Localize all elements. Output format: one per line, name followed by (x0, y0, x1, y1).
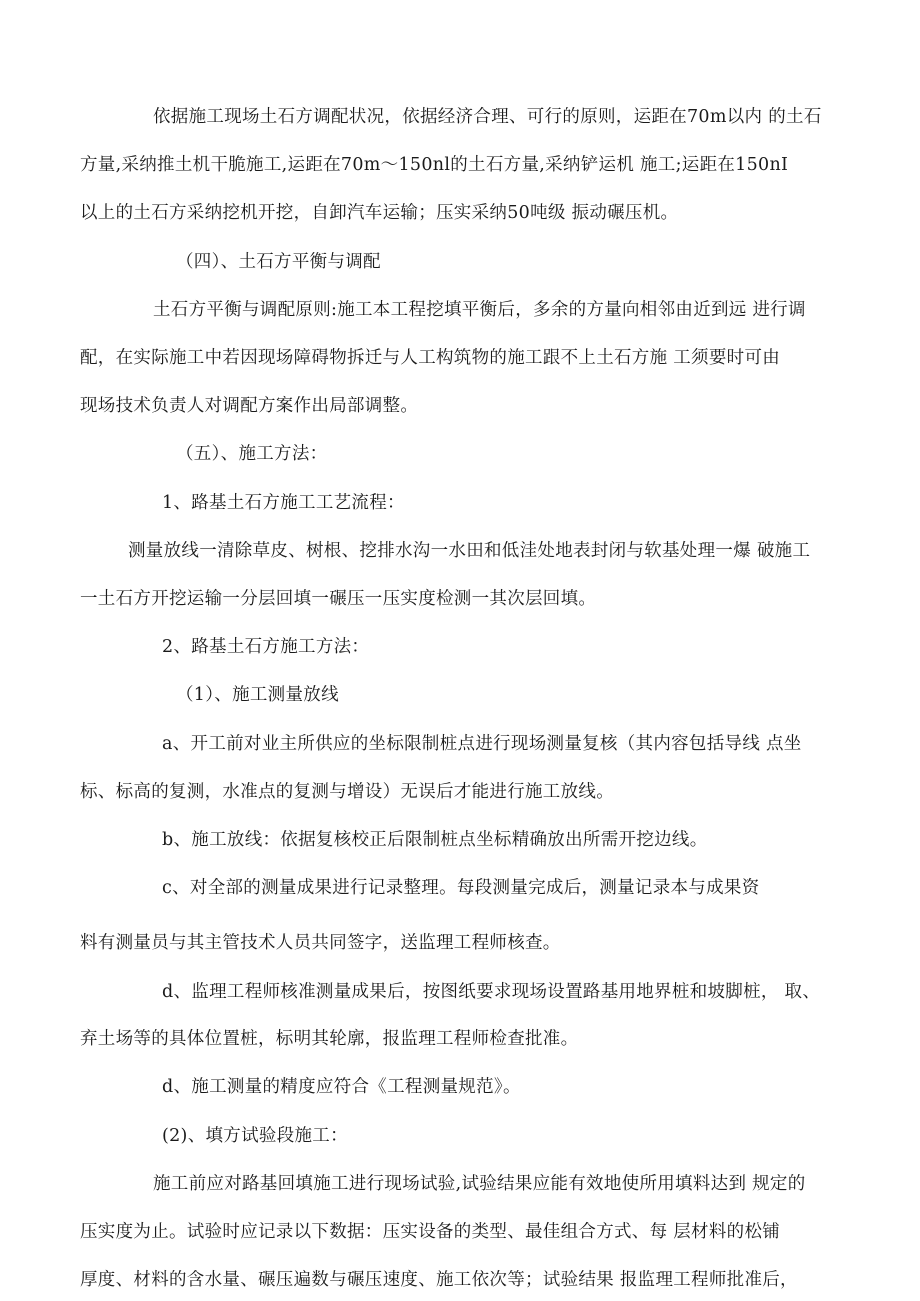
item-a-line-1: a、开工前对业主所供应的坐标限制桩点进行现场测量复核（其内容包括导线 点坐 (162, 734, 802, 754)
subheading-2-1: （1）、施工测量放线 (176, 685, 339, 705)
item-a-line-2: 标、标高的复测，水准点的复测与增设）无误后才能进行施工放线。 (80, 782, 614, 802)
subheading-1: 1、路基土石方施工工艺流程： (162, 493, 405, 513)
section-heading-4: （四）、土石方平衡与调配 (176, 252, 381, 272)
item-d2: d、施工测量的精度应符合《工程测量规范》。 (162, 1077, 521, 1097)
para-2-line-3: 现场技术负责人对调配方案作出局部调整。 (80, 396, 419, 416)
item-c-line-2: 料有测量员与其主管技术人员共同签字，送监理工程师核查。 (80, 933, 561, 953)
item-c-line-1: c、对全部的测量成果进行记录整理。每段测量完成后，测量记录本与成果资 (162, 878, 760, 898)
para-4-line-3: 厚度、材料的含水量、碾压遍数与碾压速度、施工依次等；试验结果 报监理工程师批准后， (80, 1270, 798, 1290)
para-3-line-2: 一土石方开挖运输一分层回填一碾压一压实度检测一其次层回填。 (80, 589, 597, 609)
item-d-line-2: 弃土场等的具体位置桩，标明其轮廓，报监理工程师检查批准。 (80, 1029, 579, 1049)
para-3-line-1: 测量放线一清除草皮、树根、挖排水沟一水田和低洼处地表封闭与软基处理一爆 破施工 (128, 541, 811, 561)
section-heading-5: （五）、施工方法： (176, 444, 328, 464)
para-1-line-2: 方量,采纳推土机干脆施工,运距在70m～150nl的土石方量,采纳铲运机 施工;运距在150nI (80, 155, 789, 175)
para-4-line-2: 压实度为止。试验时应记录以下数据：压实设备的类型、最佳组合方式、每 层材料的松铺 (80, 1222, 781, 1242)
para-1-line-3: 以上的土石方采纳挖机开挖，自卸汽车运输；压实采纳50吨级 振动碾压机。 (80, 203, 679, 223)
subheading-2: 2、路基土石方施工方法： (162, 637, 370, 657)
item-b: b、施工放线：依据复核校正后限制桩点坐标精确放出所需开挖边线。 (162, 830, 708, 850)
para-2-line-1: 土石方平衡与调配原则:施工本工程挖填平衡后，多余的方量向相邻由近到远 进行调 (153, 300, 806, 320)
item-d-line-1: d、监理工程师核准测量成果后，按图纸要求现场设置路基用地界桩和坡脚桩， 取、 (162, 982, 821, 1002)
para-2-line-2: 配，在实际施工中若因现场障碍物拆迁与人工构筑物的施工跟不上土石方施 工须要时可由 (80, 348, 781, 368)
para-1-line-1: 依据施工现场土石方调配状况，依据经济合理、可行的原则，运距在70m以内 的土石 (153, 107, 822, 127)
subheading-2-2: (2)、填方试验段施工： (162, 1126, 348, 1146)
para-4-line-1: 施工前应对路基回填施工进行现场试验,试验结果应能有效地使所用填料达到 规定的 (153, 1174, 806, 1194)
